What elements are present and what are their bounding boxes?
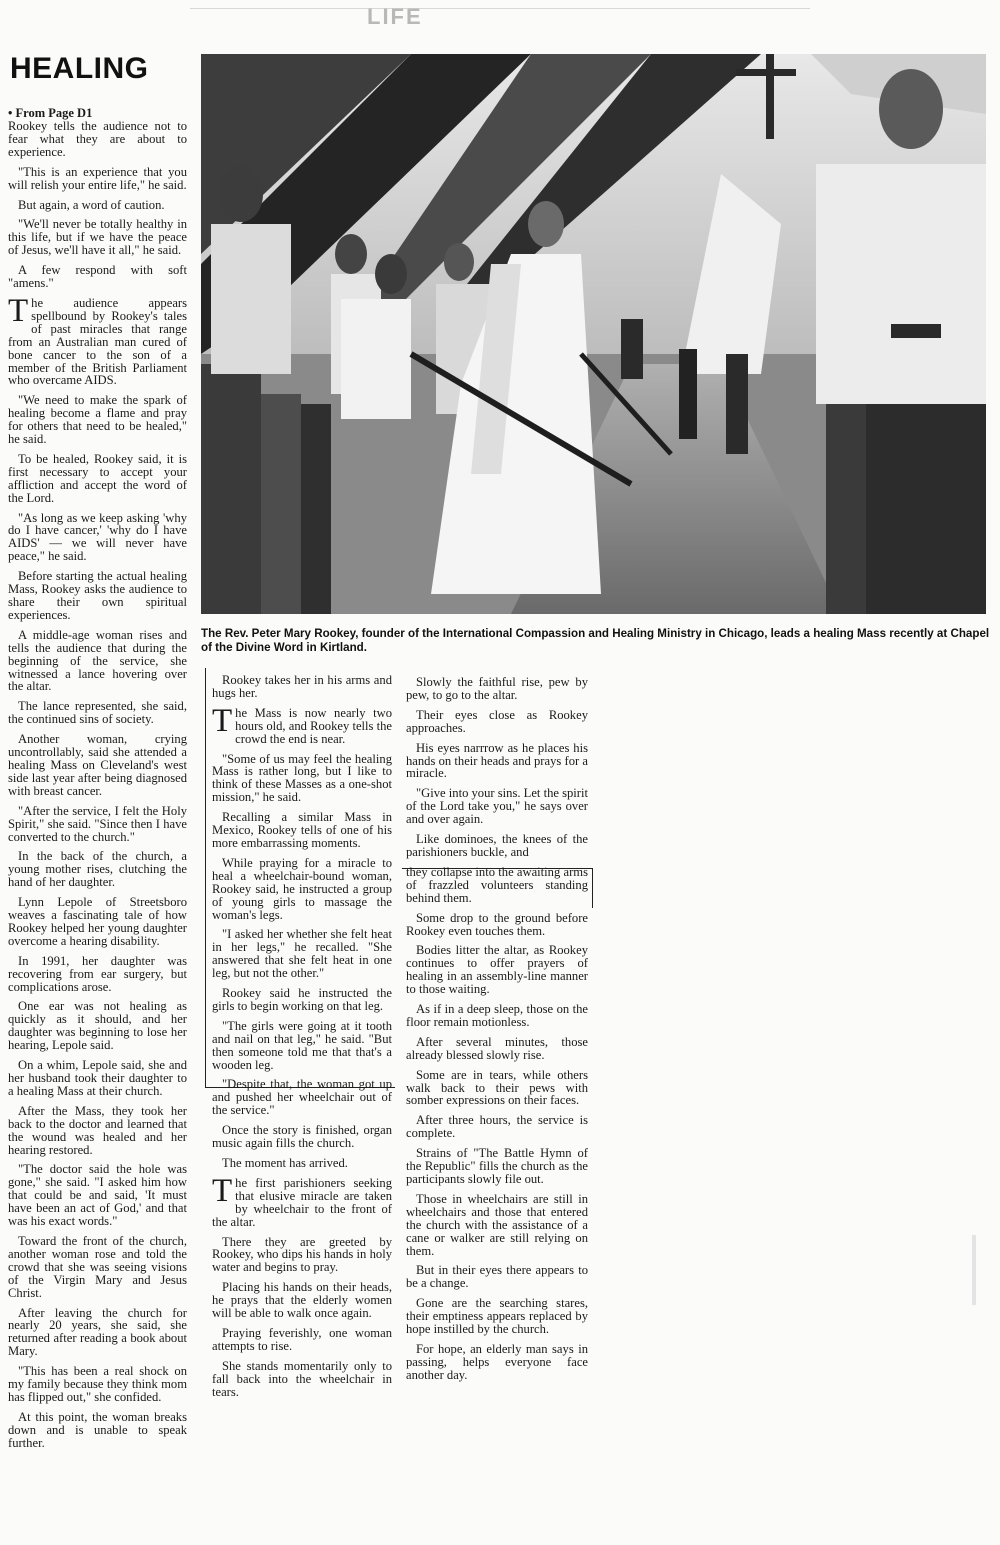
paragraph: Before starting the actual healing Mass, Rookey asks the audience to share their own spiritual experiences. — [8, 569, 187, 622]
paragraph: One ear was not healing as quickly as it should, and her daughter was beginning to lose her hearing, Lepole said. — [8, 999, 187, 1053]
paragraph: Those in wheelchairs are still in wheelchairs and those that entered the church with the assistance of a cane or walker are still relying on them. — [406, 1191, 588, 1258]
paragraph: Their eyes close as Rookey approaches. — [406, 707, 588, 735]
top-rule — [190, 8, 810, 9]
paragraph: "We'll never be totally healthy in this life, but if we have the peace of Jesus, we'll have it all," he said. — [8, 217, 187, 258]
paragraph: "As long as we keep asking 'why do I have cancer,' 'why do I have AIDS' — we will never have peace," he said. — [8, 510, 187, 564]
section-header: LIFE — [367, 4, 423, 29]
paragraph: Bodies litter the altar, as Rookey continues to offer prayers of healing in an assembly-line manner to those waiting. — [406, 943, 588, 997]
paragraph: Slowly the faithful rise, pew by pew, to go to the altar. — [406, 675, 588, 702]
paragraph: A middle-age woman rises and tells the audience that during the beginning of the service, she witnessed a lance hovering over the altar. — [8, 627, 187, 694]
paragraph: There they are greeted by Rookey, who dips his hands in holy water and begins to pray. — [212, 1234, 392, 1275]
paragraph: "We need to make the spark of healing become a flame and pray for others that need to be healed," he said. — [8, 393, 187, 447]
article-column-3 — [406, 676, 588, 1389]
paragraph: While praying for a miracle to heal a wheelchair-bound woman, Rookey said, he instructed a group of young girls to massage the woman's legs. — [212, 855, 392, 922]
paragraph: In the back of the church, a young mother rises, clutching the hand of her daughter. — [8, 849, 187, 890]
paragraph: But in their eyes there appears to be a change. — [406, 1263, 588, 1291]
paragraph: Gone are the searching stares, their emptiness appears replaced by hope instilled by the church. — [406, 1296, 588, 1337]
paragraph: Another woman, crying uncontrollably, said she attended a healing Mass on Cleveland's west side last year after being diagnosed with breast cancer. — [8, 732, 187, 798]
paragraph: "After the service, I felt the Holy Spirit," she said. "Since then I have converted to the church." — [8, 803, 187, 844]
paragraph: After the Mass, they took her back to the doctor and learned that the wound was healed and her hearing restored. — [8, 1103, 187, 1157]
paragraph-dropcap: The Mass is now nearly two hours old, and Rookey tells the crowd the end is near. — [212, 702, 392, 746]
paragraph: The moment has arrived. — [222, 1156, 348, 1170]
paragraph: Rookey tells the audience not to fear what they are about to experience. — [8, 119, 187, 159]
paragraph: After several minutes, those already blessed slowly rise. — [406, 1034, 588, 1062]
photo-caption: The Rev. Peter Mary Rookey, founder of the International Compassion and Healing Ministry in Chicago, leads a healing Mass recently at Chapel of the Divine Word in Kirtland. — [201, 627, 990, 654]
paragraph-dropcap: The audience appears spellbound by Rookey's tales of past miracles that range from an Australian man cured of bone cancer to the son of a member of the British Parliament who overcame AIDS. — [8, 292, 187, 388]
jump-line: • From Page D1 — [8, 106, 93, 120]
paragraph-dropcap: The first parishioners seeking that elusive miracle are taken by wheelchair to the front of the altar. — [212, 1172, 392, 1229]
paragraph: She stands momentarily only to fall back into the wheelchair in tears. — [212, 1358, 392, 1399]
article-column-1 — [8, 120, 187, 1457]
article-column-2 — [212, 674, 392, 1406]
paragraph: "Give into your sins. Let the spirit of the Lord take you," he says over and over again. — [406, 786, 588, 827]
paragraph: Lynn Lepole of Streetsboro weaves a fascinating tale of how Rookey helped her young daughter overcome a hearing disability. — [8, 895, 187, 948]
paragraph: "The doctor said the hole was gone," she said. "I asked him how that could be and said, 'It must have been an act of God,' and that was his exact words." — [8, 1162, 187, 1229]
photo-illustration — [201, 54, 986, 614]
paragraph: The lance represented, she said, the continued sins of society. — [8, 699, 187, 727]
paragraph: For hope, an elderly man says in passing, helps everyone face another day. — [406, 1341, 588, 1382]
paragraph: "This is an experience that you will relish your entire life," he said. — [8, 164, 187, 192]
paragraph: "Some of us may feel the healing Mass is rather long, but I like to think of these Masses as a one-shot mission," he said. — [212, 751, 392, 805]
church-healing-mass-photo — [201, 54, 986, 614]
paragraph: But again, a word of caution. — [18, 197, 165, 212]
paragraph: Praying feverishly, one woman attempts to rise. — [212, 1325, 392, 1353]
paragraph: Like dominoes, the knees of the parishioners buckle, and — [406, 832, 588, 859]
paragraph: Recalling a similar Mass in Mexico, Rookey tells of one of his more embarrassing moments. — [212, 810, 392, 850]
paragraph: After leaving the church for nearly 20 years, she said, she returned after reading a book about Mary. — [8, 1305, 187, 1359]
paragraph: Some are in tears, while others walk back to their pews with somber expressions on their faces. — [406, 1067, 588, 1108]
paragraph: "This has been a real shock on my family because they think mom has flipped out," she confided. — [8, 1364, 187, 1404]
paragraph: In 1991, her daughter was recovering from ear surgery, but complications arose. — [8, 953, 187, 994]
paragraph: "The girls were going at it tooth and nail on that leg," he said. "But then someone told me that that's a wooden leg. — [212, 1018, 392, 1072]
headline: HEALING — [10, 52, 149, 85]
column-box-rule — [592, 868, 593, 908]
paragraph: they collapse into the awaiting arms of frazzled volunteers standing behind them. — [406, 864, 588, 905]
paragraph: On a whim, Lepole said, she and her husband took their daughter to a healing Mass at their church. — [8, 1058, 187, 1098]
paragraph: Rookey said he instructed the girls to begin working on that leg. — [212, 986, 392, 1013]
paragraph: "I asked her whether she felt heat in her legs," he recalled. "She answered that she felt heat in one leg, but not the other." — [212, 927, 392, 981]
paragraph: Placing his hands on their heads, he prays that the elderly women will be able to walk once again. — [212, 1280, 392, 1321]
paragraph: After three hours, the service is complete. — [406, 1113, 588, 1141]
paragraph: Strains of "The Battle Hymn of the Republic" fills the church as the participants slowly file out. — [406, 1146, 588, 1186]
paragraph: At this point, the woman breaks down and is unable to speak further. — [8, 1409, 187, 1450]
column-box-rule — [205, 668, 206, 1088]
paragraph: A few respond with soft "amens." — [8, 263, 187, 291]
paragraph: Toward the front of the church, another woman rose and told the crowd that she was seeing visions of the Virgin Mary and Jesus Christ. — [8, 1233, 187, 1300]
paragraph: As if in a deep sleep, those on the floor remain motionless. — [406, 1002, 588, 1029]
scan-artifact — [972, 1235, 976, 1305]
paragraph: Once the story is finished, organ music again fills the church. — [212, 1123, 392, 1151]
paragraph: Some drop to the ground before Rookey even touches them. — [406, 910, 588, 938]
paragraph: "Despite that, the woman got up and pushed her wheelchair out of the service." — [212, 1077, 392, 1118]
paragraph: To be healed, Rookey said, it is first necessary to accept your affliction and accept the word of the Lord. — [8, 451, 187, 505]
paragraph: His eyes narrrow as he places his hands on their heads and prays for a miracle. — [406, 740, 588, 781]
paragraph: Rookey takes her in his arms and hugs her. — [212, 673, 392, 700]
